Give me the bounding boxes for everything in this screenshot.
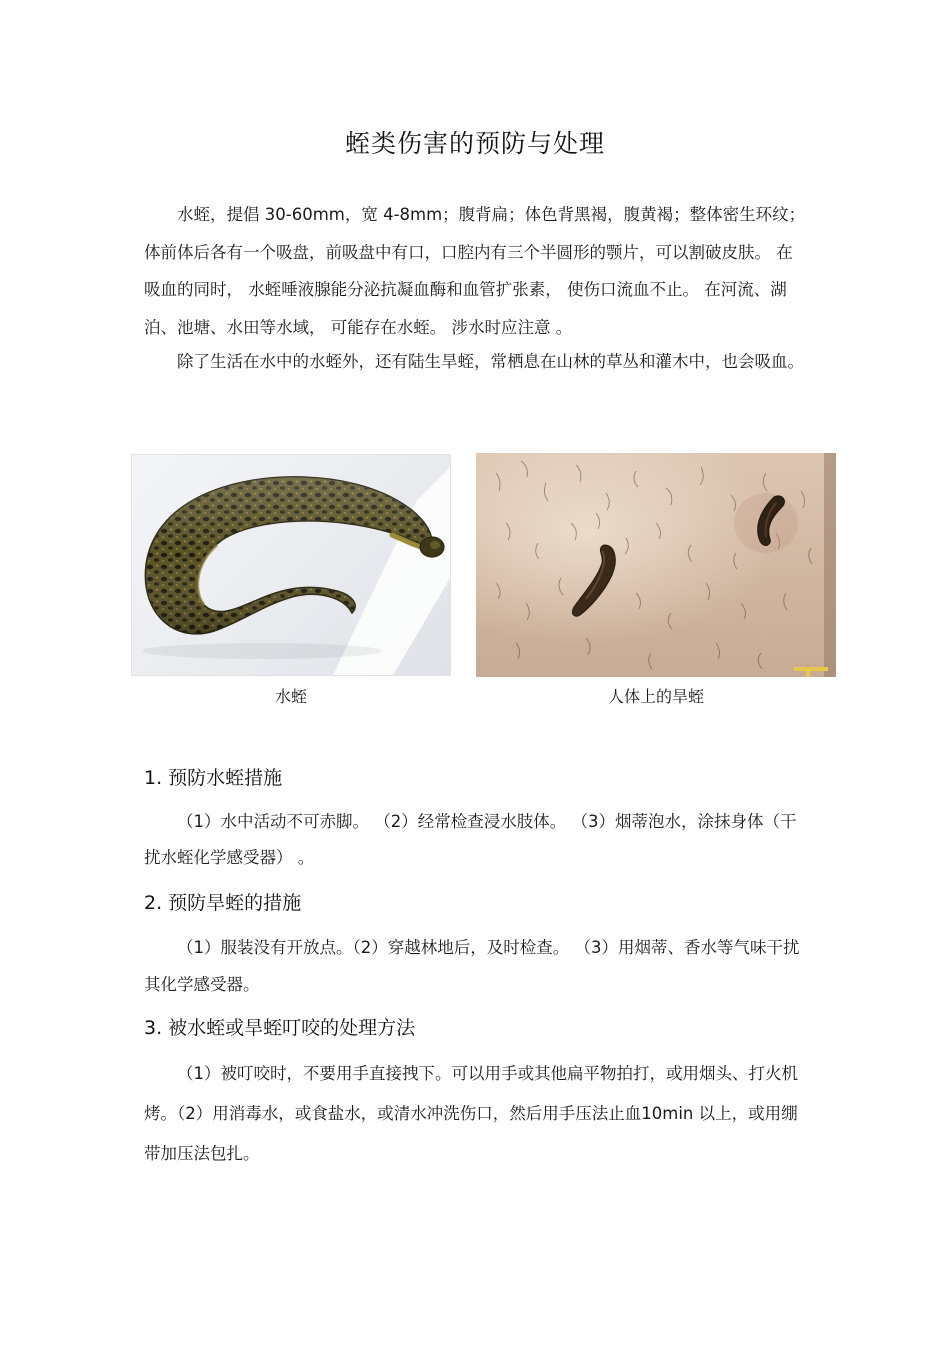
land-leech-illustration xyxy=(476,453,836,677)
intro-paragraph-2: 除了生活在水中的水蛭外，还有陆生旱蛭，常栖息在山林的草丛和灌木中，也会吸血。 xyxy=(177,352,804,371)
page-title: 蛭类伤害的预防与处理 xyxy=(344,129,605,158)
section-body-1: （1）水中活动不可赤脚。 （2）经常检查浸水肢体。 （3）烟蒂泡水，涂抹身体（干扰水蛭化学感受器） 。 xyxy=(144,812,797,867)
section-body-2: （1）服装没有开放点。（2）穿越林地后，及时检查。 （3）用烟蒂、香水等气味干扰其化学感受器。 xyxy=(144,938,800,994)
water-leech-illustration xyxy=(132,455,451,676)
section-body-3: （1）被叮咬时，不要用手直接拽下。可以用手或其他扁平物拍打，或用烟头、打火机烤。（2）用消毒水，或食盐水，或清水冲洗伤口，然后用手压法止血10min 以上，或用绷带加压法包扎。 xyxy=(144,1064,798,1163)
water-leech-photo xyxy=(131,454,451,676)
intro-paragraph-1: 水蛭，提倡 30-60mm，宽 4-8mm；腹背扁；体色背黑褐，腹黄褐；整体密生环纹；体前体后各有一个吸盘，前吸盘中有口，口腔内有三个半圆形的颚片，可以割破皮肤。 在吸血的同时， 水蛭唾液腺能分泌抗凝血酶和血管扩张素， 使伤口流血不止。 在河流、湖泊、池塘、水田等水域， 可能存在水蛭。 涉水时应注意 。 xyxy=(144,205,806,337)
section-heading-1: 1. 预防水蛭措施 xyxy=(144,767,283,789)
section-heading-3: 3. 被水蛭或旱蛭叮咬的处理方法 xyxy=(144,1017,416,1039)
figure-caption-land-leech: 人体上的旱蛭 xyxy=(607,687,704,706)
figure-caption-water-leech: 水蛭 xyxy=(274,687,307,706)
land-leech-photo xyxy=(476,453,836,677)
section-heading-2: 2. 预防旱蛭的措施 xyxy=(144,892,302,914)
